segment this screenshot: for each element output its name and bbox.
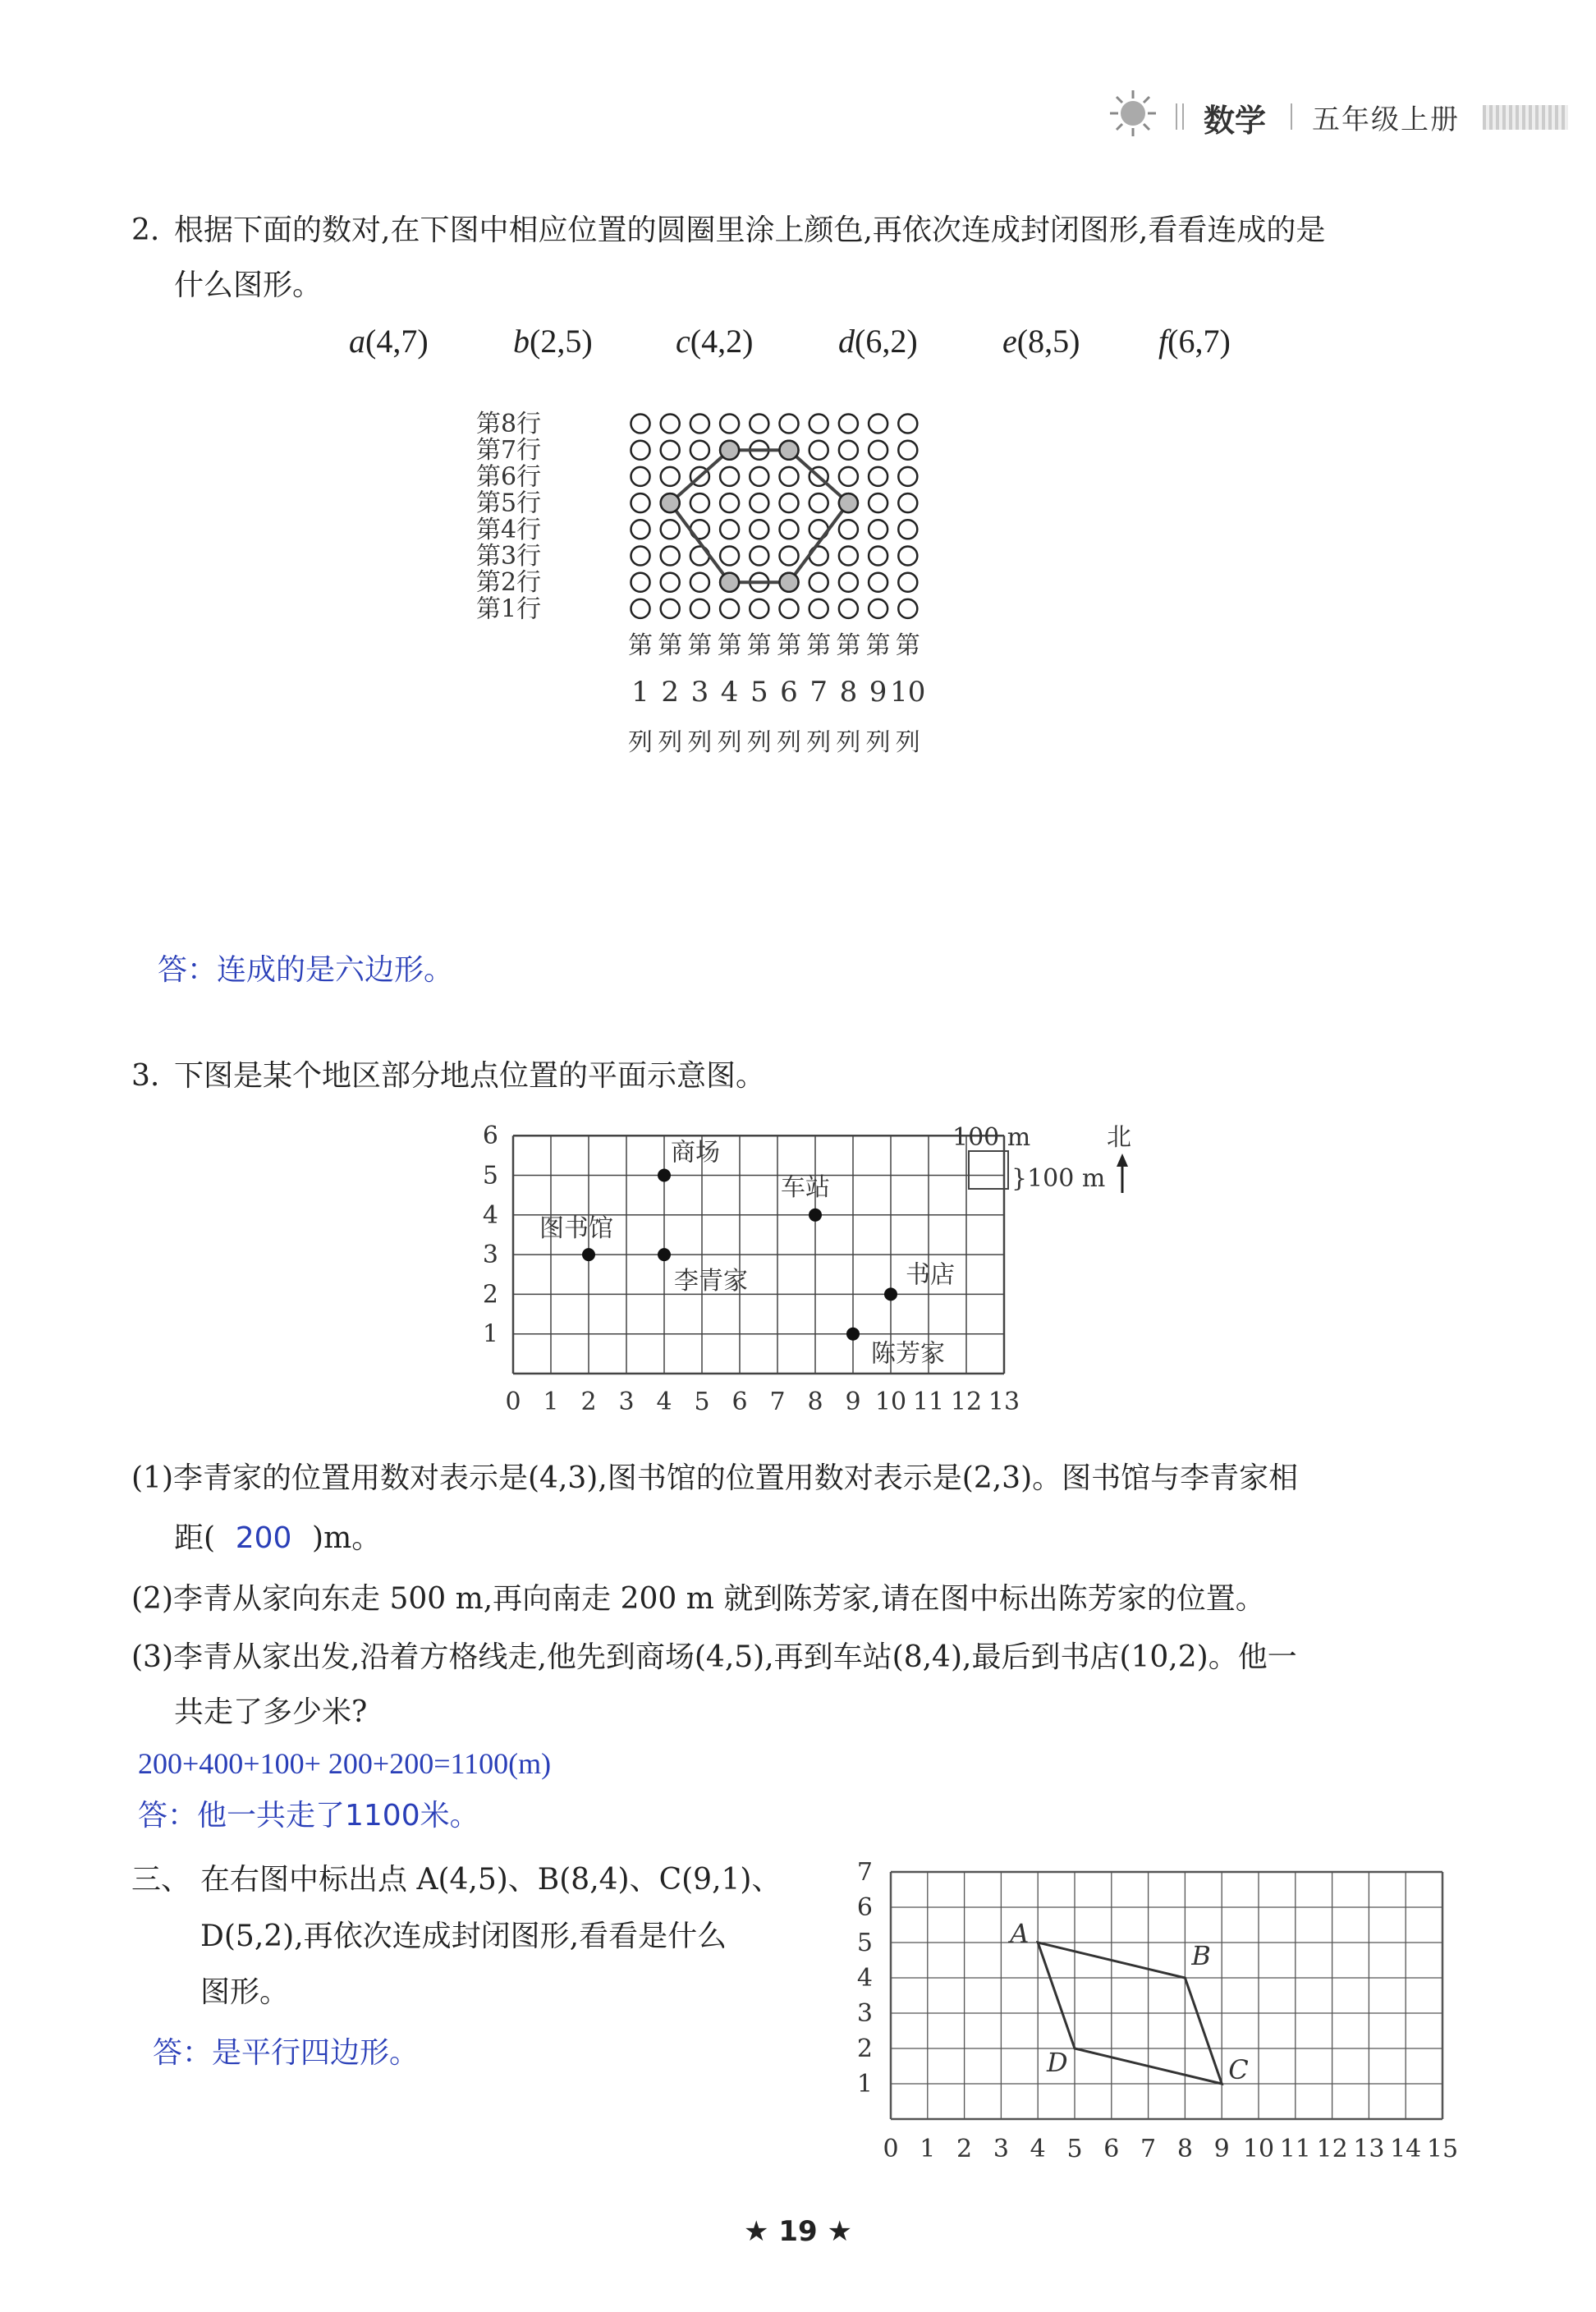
col-label-bottom: 列 <box>895 728 920 757</box>
grid-circle <box>661 599 680 618</box>
scale-vertical: }100 m <box>1011 1164 1106 1193</box>
scale-legend <box>952 1123 1131 1193</box>
x-tick-label: 1 <box>920 2135 936 2163</box>
grid-circle <box>839 441 858 460</box>
x-tick-label: 9 <box>845 1388 861 1416</box>
col-label-top: 第 <box>628 631 653 660</box>
row-label: 第4行 <box>476 515 542 544</box>
q3-number: 3. <box>131 1059 160 1093</box>
pair-a: a(4,7) <box>349 323 429 360</box>
shaded-circle <box>839 493 858 512</box>
y-tick-label: 5 <box>482 1161 498 1190</box>
grid-circle <box>780 415 799 434</box>
col-label-bottom: 列 <box>746 728 772 757</box>
x-tick-label: 12 <box>950 1388 983 1416</box>
col-label-bottom: 列 <box>717 728 742 757</box>
grid-circle <box>750 467 768 486</box>
grid-circle <box>750 415 768 434</box>
x-tick-label: 13 <box>988 1388 1020 1416</box>
x-tick-label: 4 <box>1030 2135 1046 2163</box>
shaded-circle <box>720 441 739 460</box>
grid-circle <box>869 599 887 618</box>
shaded-circle <box>780 441 799 460</box>
col-label-bottom: 列 <box>806 728 832 757</box>
vertex-label: B <box>1191 1940 1211 1971</box>
grid-circle <box>898 547 917 566</box>
map-point <box>582 1248 595 1261</box>
x-tick-label: 7 <box>769 1388 786 1416</box>
col-label-num: 2 <box>661 676 680 709</box>
q4-text-line1: 在右图中标出点 A(4,5)、B(8,4)、C(9,1)、 <box>200 1863 782 1897</box>
grid-circle <box>898 493 917 512</box>
map-point-label: 车站 <box>781 1172 830 1202</box>
map-point <box>846 1328 860 1341</box>
row-label: 第7行 <box>476 436 542 466</box>
grid-circle <box>839 415 858 434</box>
map-point <box>658 1248 671 1261</box>
col-label-bottom: 列 <box>687 728 713 757</box>
shaded-circle <box>661 493 680 512</box>
grid-circle <box>661 547 680 566</box>
grid-circle <box>898 520 917 539</box>
grid-circle <box>720 520 739 539</box>
col-label-num: 10 <box>890 676 926 709</box>
y-tick-label: 4 <box>856 1964 873 1993</box>
x-tick-label: 6 <box>1103 2135 1120 2163</box>
header-stripe <box>1483 105 1568 130</box>
page-header <box>1108 89 1568 146</box>
header-grade: 五年级上册 <box>1312 103 1460 136</box>
q3-sub1-line2 <box>174 1517 381 1560</box>
q3-map-chart <box>468 1112 1158 1433</box>
map-point <box>809 1209 822 1222</box>
grid-circle <box>631 467 650 486</box>
y-tick-label: 1 <box>482 1319 498 1349</box>
q3-sub3-line1: (3)李青从家出发,沿着方格线走,他先到商场(4,5),再到车站(8,4),最后到书店(10,2)。他一 <box>131 1640 1297 1674</box>
y-tick-label: 5 <box>856 1929 873 1957</box>
scale-horizontal: 100 m <box>952 1123 1031 1152</box>
grid-circle <box>661 415 680 434</box>
grid-circle <box>720 415 739 434</box>
col-label-top: 第 <box>865 631 891 660</box>
map-point-label: 书店 <box>906 1260 955 1290</box>
q3-calc: 200+400+100+ 200+200=1100(m) <box>138 1747 552 1780</box>
row-label: 第8行 <box>476 410 542 438</box>
map-point <box>658 1169 671 1182</box>
col-label-num: 7 <box>809 676 828 709</box>
x-tick-label: 13 <box>1353 2135 1385 2163</box>
grid-circle <box>690 599 709 618</box>
grid-circle <box>780 520 799 539</box>
col-label-top: 第 <box>836 631 861 660</box>
q4-answer: 答：是平行四边形。 <box>153 2036 420 2070</box>
grid-circle <box>750 599 768 618</box>
row-label: 第1行 <box>476 594 542 624</box>
row-label: 第3行 <box>476 542 542 571</box>
grid-circle <box>631 573 650 592</box>
grid-circle <box>631 493 650 512</box>
grid-circle <box>720 547 739 566</box>
grid-circle <box>809 415 828 434</box>
grid-circle <box>839 467 858 486</box>
grid-circle <box>661 573 680 592</box>
x-tick-label: 0 <box>883 2135 899 2163</box>
q3-answer: 答：他一共走了1100米。 <box>138 1799 479 1833</box>
x-tick-label: 10 <box>1242 2135 1275 2163</box>
col-label-num: 8 <box>839 676 858 709</box>
x-tick-label: 6 <box>732 1388 748 1416</box>
q3-text: 下图是某个地区部分地点位置的平面示意图。 <box>174 1059 766 1093</box>
header-divider <box>1291 103 1292 130</box>
y-tick-label: 4 <box>482 1200 498 1230</box>
row-label: 第5行 <box>476 489 542 518</box>
grid-circle <box>720 599 739 618</box>
header-divider <box>1176 103 1184 130</box>
q3-sub1-prefix: 距( <box>174 1521 216 1555</box>
col-label-num: 4 <box>720 676 739 709</box>
col-label-top: 第 <box>746 631 772 660</box>
col-label-top: 第 <box>717 631 742 660</box>
page-number: ★ 19 ★ <box>744 2215 852 2248</box>
x-tick-label: 14 <box>1390 2135 1422 2163</box>
x-tick-label: 5 <box>1066 2135 1083 2163</box>
north-label: 北 <box>1107 1123 1131 1152</box>
grid-circle <box>631 599 650 618</box>
col-label-bottom: 列 <box>836 728 861 757</box>
north-arrow-head-icon <box>1117 1154 1128 1167</box>
col-label-bottom: 列 <box>658 728 683 757</box>
x-tick-label: 9 <box>1213 2135 1230 2163</box>
map-point <box>884 1287 897 1300</box>
grid-circle <box>690 493 709 512</box>
col-label-num: 6 <box>780 676 798 709</box>
q2-pairs <box>349 322 1293 363</box>
col-label-bottom: 列 <box>628 728 653 757</box>
grid-circle <box>869 415 887 434</box>
pair-b: b(2,5) <box>513 323 593 360</box>
grid-circle <box>631 441 650 460</box>
grid-circle <box>898 467 917 486</box>
vertex-label: C <box>1228 2054 1249 2085</box>
x-tick-label: 0 <box>505 1388 521 1416</box>
map-point-label: 商场 <box>671 1138 720 1167</box>
pair-f: f(6,7) <box>1158 323 1231 360</box>
grid-circle <box>780 599 799 618</box>
grid-circle <box>898 415 917 434</box>
grid-circle <box>809 599 828 618</box>
q2-answer: 答：连成的是六边形。 <box>158 953 454 987</box>
col-label-bottom: 列 <box>865 728 891 757</box>
grid-circle <box>869 493 887 512</box>
grid-circle <box>898 573 917 592</box>
x-tick-label: 7 <box>1140 2135 1157 2163</box>
row-label: 第2行 <box>476 568 542 598</box>
shaded-circle <box>780 573 799 592</box>
x-tick-label: 4 <box>656 1388 672 1416</box>
col-label-bottom: 列 <box>777 728 801 757</box>
q4-text-line2: D(5,2),再依次连成封闭图形,看看是什么 <box>200 1920 727 1953</box>
col-label-top: 第 <box>895 631 920 660</box>
y-tick-label: 6 <box>482 1122 498 1151</box>
q2-text-line1: 根据下面的数对,在下图中相应位置的圆圈里涂上颜色,再依次连成封闭图形,看看连成的是 <box>174 213 1326 247</box>
q3-sub1-answer: 200 <box>235 1521 292 1555</box>
grid-circle <box>661 520 680 539</box>
grid-circle <box>720 493 739 512</box>
q3-sub1-suffix: )m。 <box>312 1521 382 1555</box>
grid-circle <box>750 547 768 566</box>
grid-circle <box>631 415 650 434</box>
x-tick-label: 5 <box>694 1388 710 1416</box>
grid-circle <box>750 493 768 512</box>
grid-circle <box>690 573 709 592</box>
grid-circle <box>631 547 650 566</box>
grid-circle <box>809 573 828 592</box>
q2-text-line2: 什么图形。 <box>174 268 323 302</box>
grid-circle <box>839 573 858 592</box>
grid-circle <box>661 441 680 460</box>
row-label: 第6行 <box>476 462 542 492</box>
header-subject: 数学 <box>1204 103 1267 139</box>
col-label-top: 第 <box>777 631 801 660</box>
grid-circle <box>780 493 799 512</box>
col-label-top: 第 <box>658 631 683 660</box>
vertex-label: D <box>1047 2047 1068 2078</box>
grid-circle <box>661 467 680 486</box>
x-tick-label: 8 <box>1176 2135 1193 2163</box>
grid-circle <box>869 520 887 539</box>
x-tick-label: 2 <box>580 1388 597 1416</box>
grid-circle <box>839 547 858 566</box>
q3-sub1-line1: (1)李青家的位置用数对表示是(4,3),图书馆的位置用数对表示是(2,3)。图书馆与李青家相 <box>131 1461 1299 1495</box>
grid-circle <box>869 467 887 486</box>
map-point-label: 图书馆 <box>539 1214 613 1244</box>
grid-circle <box>869 441 887 460</box>
grid-circle <box>839 520 858 539</box>
x-tick-label: 8 <box>807 1388 823 1416</box>
q2-number: 2. <box>131 213 160 247</box>
q2-dot-grid <box>452 386 1190 928</box>
x-tick-label: 11 <box>912 1388 945 1416</box>
grid-circle <box>869 573 887 592</box>
x-tick-label: 12 <box>1316 2135 1348 2163</box>
grid-circle <box>780 547 799 566</box>
grid-circle <box>780 467 799 486</box>
map-point-label: 李青家 <box>674 1267 748 1296</box>
pair-e: e(8,5) <box>1002 323 1080 360</box>
y-tick-label: 7 <box>856 1860 873 1887</box>
vertex-label: A <box>1010 1918 1030 1949</box>
col-label-num: 1 <box>631 676 649 709</box>
x-tick-label: 10 <box>874 1388 907 1416</box>
col-label-top: 第 <box>687 631 713 660</box>
grid-circle <box>839 599 858 618</box>
grid-circle <box>720 467 739 486</box>
q4-parallelogram-chart <box>850 1860 1474 2172</box>
q3-sub2: (2)李青从家向东走 500 m,再向南走 200 m 就到陈芳家,请在图中标出陈芳家的位置。 <box>131 1582 1265 1616</box>
q4-text-line3: 图形。 <box>200 1975 290 2009</box>
grid-circle <box>631 520 650 539</box>
grid-circle <box>898 599 917 618</box>
y-tick-label: 2 <box>856 2034 873 2063</box>
col-label-num: 3 <box>690 676 709 709</box>
grid-circle <box>809 441 828 460</box>
grid-circle <box>690 415 709 434</box>
grid-circle <box>898 441 917 460</box>
x-tick-label: 2 <box>956 2135 973 2163</box>
map-point-label: 陈芳家 <box>871 1339 945 1369</box>
x-tick-label: 11 <box>1279 2135 1311 2163</box>
pair-c: c(4,2) <box>676 323 754 360</box>
shaded-circle <box>720 573 739 592</box>
q3-sub3-line2: 共走了多少米? <box>174 1695 368 1729</box>
x-tick-label: 15 <box>1426 2135 1459 2163</box>
grid-circle <box>869 547 887 566</box>
y-tick-label: 6 <box>856 1893 873 1922</box>
y-tick-label: 3 <box>482 1241 498 1270</box>
x-tick-label: 1 <box>543 1388 559 1416</box>
y-tick-label: 2 <box>482 1280 498 1310</box>
col-label-num: 9 <box>869 676 887 709</box>
col-label-top: 第 <box>806 631 832 660</box>
y-tick-label: 3 <box>856 1999 873 2028</box>
y-tick-label: 1 <box>856 2070 873 2099</box>
pair-d: d(6,2) <box>838 323 918 360</box>
grid-circle <box>750 520 768 539</box>
x-tick-label: 3 <box>993 2135 1009 2163</box>
col-label-num: 5 <box>750 676 768 709</box>
grid-circle <box>690 441 709 460</box>
sun-logo-icon <box>1108 89 1158 138</box>
grid-circle <box>809 493 828 512</box>
q4-number: 三、 <box>131 1863 191 1897</box>
x-tick-label: 3 <box>618 1388 635 1416</box>
